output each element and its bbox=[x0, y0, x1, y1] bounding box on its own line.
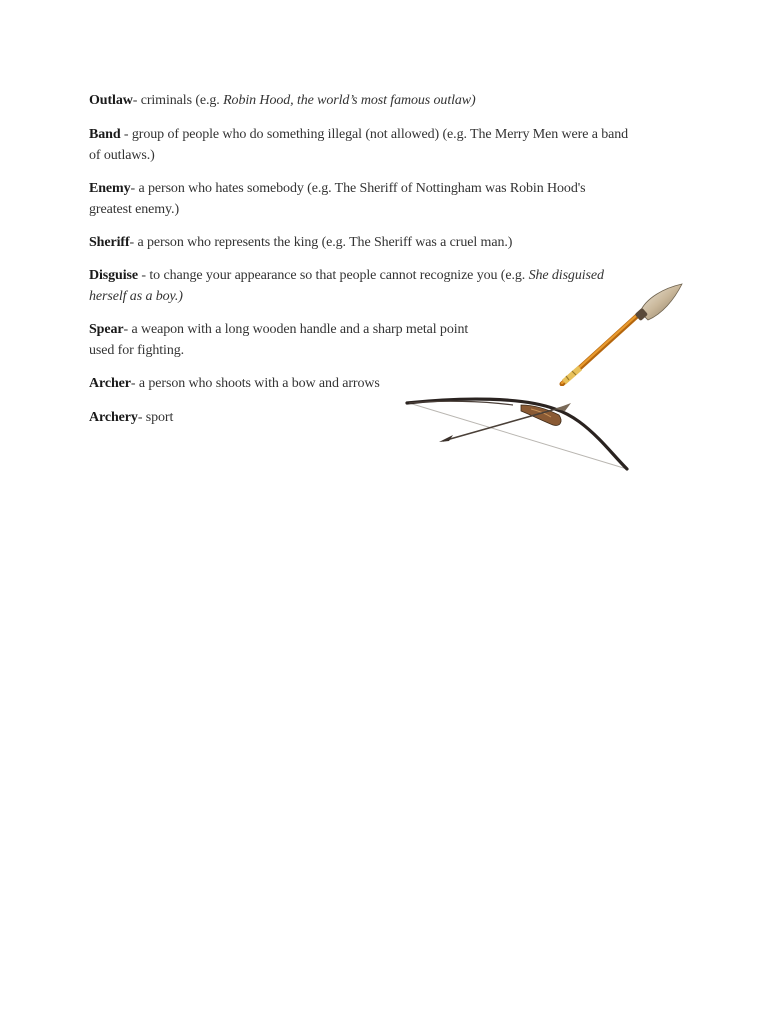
definition-line2: greatest enemy.) bbox=[89, 202, 180, 217]
entry-line bbox=[89, 124, 628, 145]
definition: a person who represents the king (e.g. The Sheriff was a cruel man.) bbox=[137, 235, 513, 250]
entry-line bbox=[89, 319, 468, 340]
entry-outlaw bbox=[89, 90, 476, 111]
entry-disguise bbox=[89, 265, 604, 307]
definition-line2: used for fighting. bbox=[89, 343, 185, 358]
definition: to change your appearance so that people cannot recognize you (e.g. bbox=[149, 268, 529, 283]
example: Robin Hood, the world’s most famous outlaw) bbox=[223, 93, 476, 108]
entry-line bbox=[89, 373, 380, 394]
term-outlaw: Outlaw bbox=[89, 93, 133, 108]
separator: - bbox=[129, 235, 138, 250]
definition-line2: of outlaws.) bbox=[89, 148, 155, 163]
definition: criminals (e.g. bbox=[140, 93, 224, 108]
term-spear: Spear bbox=[89, 322, 124, 337]
entry-line bbox=[89, 407, 173, 428]
entry-band bbox=[89, 124, 628, 166]
term-enemy: Enemy bbox=[89, 181, 131, 196]
entry-archery bbox=[89, 407, 173, 428]
term-archery: Archery bbox=[89, 410, 138, 425]
definition: a person who shoots with a bow and arrows bbox=[138, 376, 380, 391]
term-sheriff: Sheriff bbox=[89, 235, 130, 250]
entry-line bbox=[89, 178, 586, 199]
separator: - bbox=[130, 376, 139, 391]
separator: - bbox=[130, 181, 139, 196]
definition: sport bbox=[145, 410, 174, 425]
term-band: Band bbox=[89, 127, 121, 142]
spearhead bbox=[635, 284, 682, 321]
example-line1: She disguised bbox=[528, 268, 604, 283]
entry-enemy bbox=[89, 178, 586, 220]
term-disguise: Disguise bbox=[89, 268, 138, 283]
definition-line1: group of people who do something illegal (not allowed) (e.g. The Merry Men were a band bbox=[131, 127, 629, 142]
term-archer: Archer bbox=[89, 376, 131, 391]
definition-line1: a person who hates somebody (e.g. The Sheriff of Nottingham was Robin Hood's bbox=[138, 181, 586, 196]
definition-line1: a weapon with a long wooden handle and a sharp metal point bbox=[131, 322, 469, 337]
spear-binding bbox=[564, 368, 580, 382]
separator: - bbox=[120, 127, 132, 142]
bow-image bbox=[403, 395, 635, 473]
entry-sheriff bbox=[89, 232, 512, 253]
entry-line bbox=[89, 90, 476, 111]
spear-image bbox=[528, 282, 684, 386]
entry-line bbox=[89, 265, 604, 286]
entry-archer bbox=[89, 373, 380, 394]
entry-line bbox=[89, 232, 512, 253]
entry-spear bbox=[89, 319, 468, 361]
separator: - bbox=[132, 93, 141, 108]
separator: - bbox=[138, 268, 150, 283]
separator: - bbox=[137, 410, 146, 425]
separator: - bbox=[123, 322, 132, 337]
example-line2: herself as a boy.) bbox=[89, 289, 183, 304]
